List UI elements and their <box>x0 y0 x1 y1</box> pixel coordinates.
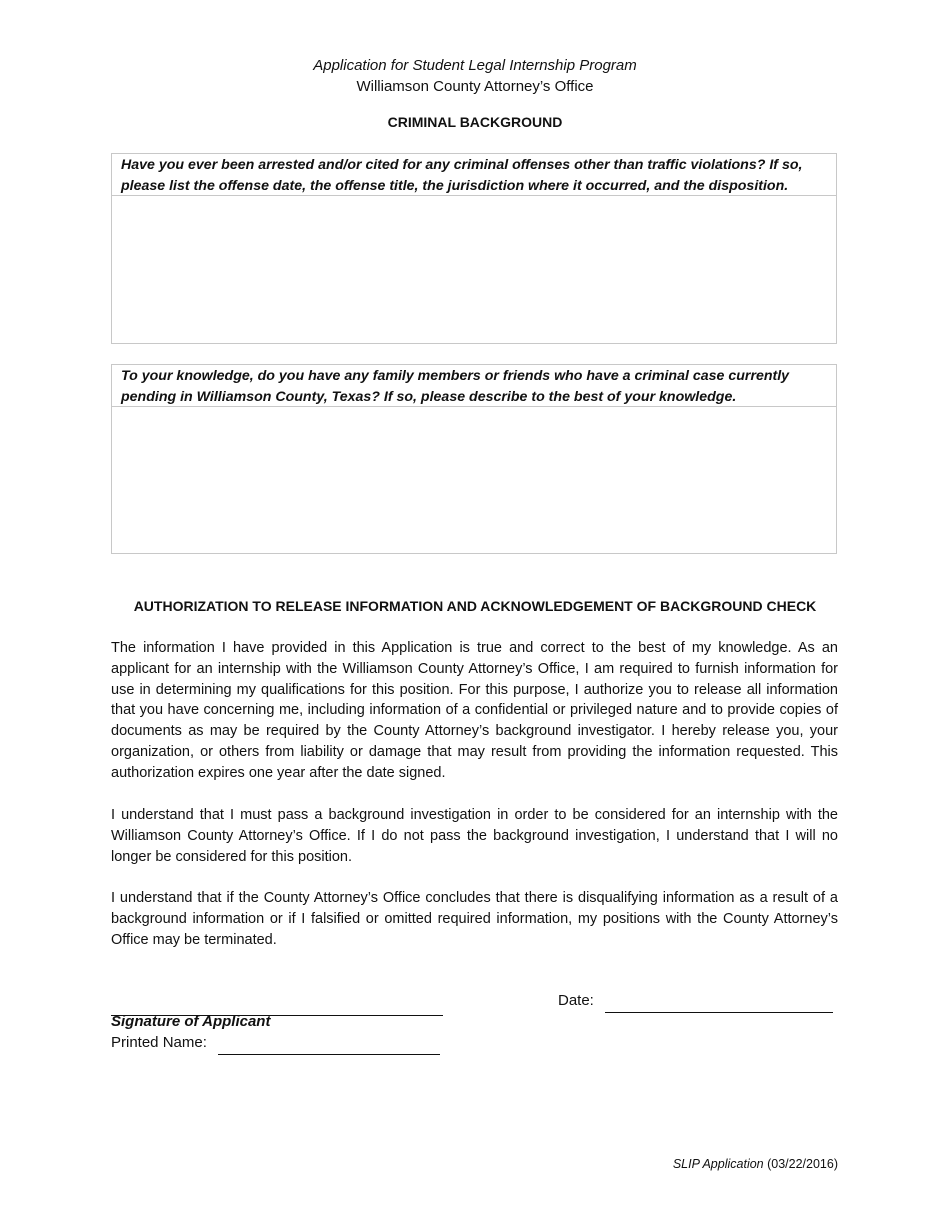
program-title: Application for Student Legal Internship Program <box>313 57 637 74</box>
question-1-text: Have you ever been arrested and/or cited for any criminal offenses other than traffic violations? If so, please list the offense date, the offense title, the jurisdiction where it occurred, and the disposition. <box>112 154 836 196</box>
printed-name-label: Printed Name: <box>111 1034 207 1051</box>
footer-form-name: SLIP Application <box>672 1157 764 1171</box>
authorization-paragraph-1: The information I have provided in this Application is true and correct to the best of my knowledge. As an applicant for an internship with the Williamson County Attorney’s Office, I am required to furnish information for use in determining my qualifications for this position. For this purpose, I authorize you to release all information that you have concerning me, including information of a confidential or privileged nature and to provide copies of documents as may be required by the County Attorney’s background investigator. I hereby release you, your organization, or others from liability or damage that may result from providing the information requested. This authorization expires one year after the date signed. <box>111 640 838 781</box>
question-2-box <box>111 364 837 554</box>
date-label: Date: <box>558 992 594 1009</box>
question-1-answer-field[interactable] <box>112 196 836 343</box>
signature-label: Signature of Applicant <box>111 1013 271 1030</box>
footer <box>673 1156 838 1172</box>
question-2-answer-field[interactable] <box>112 407 836 553</box>
printed-name-line[interactable] <box>218 1042 440 1055</box>
authorization-paragraph-2: I understand that I must pass a background investigation in order to be considered for an internship with the Williamson County Attorney’s Office. If I do not pass the background investigation, I understand that I will no longer be considered for this position. <box>111 807 838 865</box>
authorization-heading: AUTHORIZATION TO RELEASE INFORMATION AND ACKNOWLEDGEMENT OF BACKGROUND CHECK <box>133 598 817 614</box>
criminal-background-heading: CRIMINAL BACKGROUND <box>387 114 563 130</box>
date-line[interactable] <box>605 1000 833 1013</box>
office-name: Williamson County Attorney’s Office <box>356 78 594 95</box>
question-2-text: To your knowledge, do you have any family members or friends who have a criminal case currently pending in Williamson County, Texas? If so, please describe to the best of your knowledge. <box>112 365 836 407</box>
question-1-box <box>111 153 837 344</box>
authorization-paragraph-3: I understand that if the County Attorney’s Office concludes that there is disqualifying information as a result of a background information or if I falsified or omitted required information, my positions with the County Attorney’s Office may be terminated. <box>111 890 838 948</box>
footer-form-date: (03/22/2016) <box>767 1157 838 1171</box>
